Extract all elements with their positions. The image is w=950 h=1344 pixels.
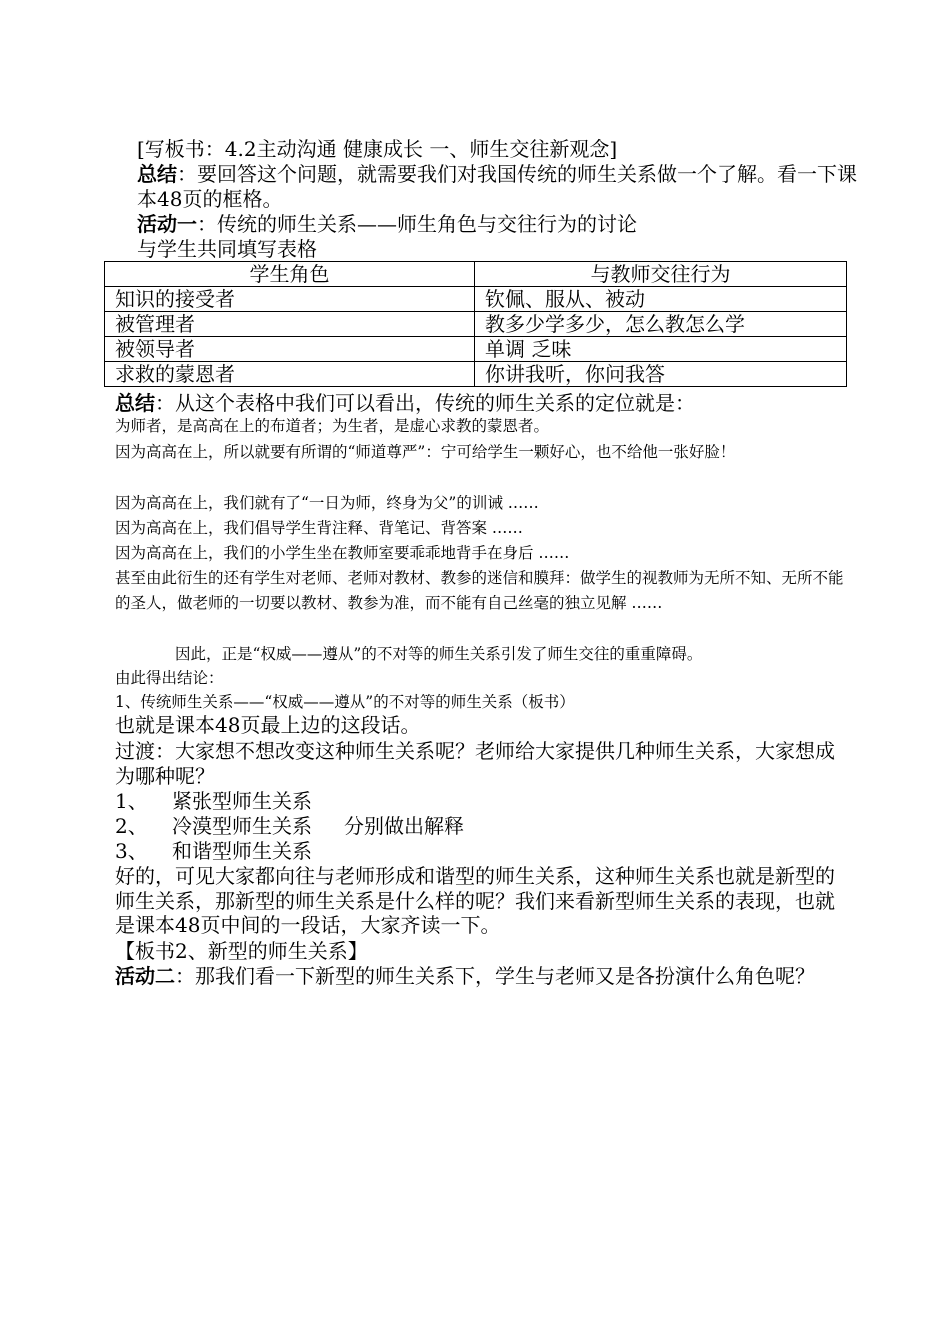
table-row [105,312,847,337]
paragraph: 1、传统师生关系——“权威——遵从”的不对等的师生关系（板书） [115,693,575,711]
activity-2 [115,964,847,989]
table-cell: 被管理者 [105,312,475,337]
relation-type-number: 2、 [115,814,148,838]
relation-type-text: 紧张型师生关系 [172,789,312,813]
table-cell: 钦佩、服从、被动 [475,287,847,312]
table-header-row [105,262,847,287]
paragraph: 因此，正是“权威——遵从”的不对等的师生关系引发了师生交往的重重障碍。 [175,645,703,663]
activity-1 [115,212,869,237]
activity-1-label: 活动一 [137,212,197,236]
conclusion: 好的，可见大家都向往与老师形成和谐型的师生关系，这种师生关系也就是新型的师生关系，那新型的师生关系是什么样的呢？我们来看新型师生关系的表现，也就是课本48页中间的一段话，大家齐读一下。 [115,864,835,937]
summary-2 [115,391,847,416]
activity-1-text: ：传统的师生关系——师生角色与交往行为的讨论 [197,212,637,236]
summary-1-label: 总结 [137,162,177,186]
paragraph: 由此得出结论： [115,669,224,687]
table-header-cell: 学生角色 [105,262,475,287]
table-cell: 求救的蒙恩者 [105,362,475,387]
paragraph: 为师者，是高高在上的布道者；为生者，是虚心求教的蒙恩者。 [115,417,550,435]
table-row [105,287,847,312]
table-cell: 知识的接受者 [105,287,475,312]
summary-1-text: ：要回答这个问题，就需要我们对我国传统的师生关系做一个了解。看一下课本48页的框格。 [137,162,857,211]
board-note: 【板书2、新型的师生关系】 [115,939,368,963]
relation-type-text: 和谐型师生关系 [172,839,312,863]
table-header-cell: 与教师交往行为 [475,262,847,287]
activity-2-text: ：那我们看一下新型的师生关系下，学生与老师又是各扮演什么角色呢？ [175,964,815,988]
table-cell: 单调 乏味 [475,337,847,362]
paragraph: 甚至由此衍生的还有学生对老师、老师对教材、教参的迷信和膜拜：做学生的视教师为无所不知、无所不能的圣人，做老师的一切要以教材、教参为准，而不能有自己丝毫的独立见解 …… [115,569,844,612]
relation-type-note: 分别做出解释 [344,814,464,838]
relation-type-number: 3、 [115,839,148,863]
table-cell: 教多少学多少，怎么教怎么学 [475,312,847,337]
table-row [105,362,847,387]
paragraph: 因为高高在上，我们的小学生坐在教师室要乖乖地背手在身后 …… [115,544,570,562]
relation-type-text: 冷漠型师生关系 [172,814,312,838]
transition: 过渡：大家想不想改变这种师生关系呢？老师给大家提供几种师生关系，大家想成为哪种呢？ [115,739,835,788]
activity-2-label: 活动二 [115,964,175,988]
table-cell: 你讲我听，你问我答 [475,362,847,387]
header-note-text: [写板书：4.2主动沟通 健康成长 一、师生交往新观念] [137,137,618,161]
relation-type-item [115,839,847,864]
relation-type-number: 1、 [115,789,148,813]
table-intro-text: 与学生共同填写表格 [137,237,317,261]
table-cell: 被领导者 [105,337,475,362]
paragraph: 因为高高在上，我们倡导学生背注释、背笔记、背答案 …… [115,519,523,537]
summary-2-text: ：从这个表格中我们可以看出，传统的师生关系的定位就是： [155,391,695,415]
table-intro [115,237,869,262]
relation-type-item [115,789,847,814]
summary-1 [115,162,869,211]
role-table [104,261,847,387]
paragraph: 因为高高在上，我们就有了“一日为师，终身为父”的训诫 …… [115,494,539,512]
summary-2-label: 总结 [115,391,155,415]
relation-type-item [115,814,847,839]
header-note [115,137,869,162]
table-row [105,337,847,362]
textbook-reference: 也就是课本48页最上边的这段话。 [115,713,421,737]
paragraph: 因为高高在上，所以就要有所谓的“师道尊严”：宁可给学生一颗好心，也不给他一张好脸！ [115,443,736,461]
